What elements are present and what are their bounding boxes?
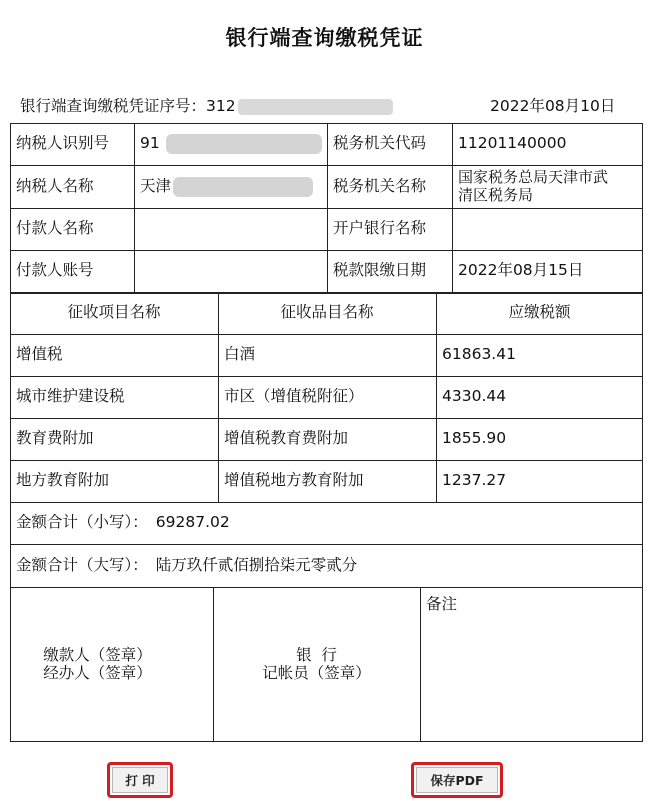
table-row-amount: 1855.90	[442, 429, 507, 448]
payer-name-value	[134, 208, 327, 250]
table-row-sub: 白酒	[224, 345, 256, 364]
bank-signature-line2: 记帐员（签章）	[262, 663, 371, 682]
serial-label: 银行端查询缴税凭证序号：	[20, 97, 207, 115]
table-row-item: 教育费附加	[16, 429, 94, 448]
total-big-label: 金额合计（大写）：	[16, 555, 148, 574]
taxpayer-name-label: 纳税人名称	[16, 176, 94, 195]
serial-prefix: 312	[206, 97, 236, 115]
payer-account-label: 付款人账号	[16, 261, 94, 280]
save-pdf-button[interactable]	[411, 762, 503, 798]
table-row-item: 增值税	[16, 345, 63, 364]
tax-office-name-value	[452, 165, 643, 208]
remarks-label: 备注	[426, 595, 458, 614]
table-row-item: 城市维护建设税	[16, 387, 125, 406]
bank-name-value	[452, 208, 643, 250]
total-small	[10, 502, 643, 544]
table-row-item: 地方教育附加	[16, 471, 110, 490]
payer-signature-line2: 经办人（签章）	[43, 663, 152, 682]
redacted-serial	[238, 99, 393, 115]
redacted-taxpayer-id	[166, 134, 322, 154]
voucher-serial	[20, 94, 393, 116]
header-sub-item-name: 征收品目名称	[280, 303, 374, 322]
taxpayer-id-label: 纳税人识别号	[16, 134, 110, 153]
table-row-sub: 增值税教育费附加	[224, 429, 349, 448]
total-big	[10, 544, 643, 587]
tax-office-code-label: 税务机关代码	[333, 134, 427, 153]
payer-signature	[10, 587, 213, 742]
voucher-date: 2022年08月10日	[490, 97, 616, 115]
table-row-amount: 4330.44	[442, 387, 507, 406]
total-small-label: 金额合计（小写）：	[16, 513, 148, 532]
tax-office-code-value: 11201140000	[458, 134, 567, 153]
table-row-amount: 1237.27	[442, 471, 507, 490]
taxpayer-id-value	[134, 123, 327, 165]
payer-account-value	[134, 250, 327, 292]
tax-office-name-line1: 国家税务总局天津市武	[458, 168, 609, 187]
bank-signature	[213, 587, 420, 742]
header-item-name: 征收项目名称	[67, 303, 161, 322]
print-button[interactable]	[107, 762, 173, 798]
payer-name-label: 付款人名称	[16, 219, 94, 238]
header-amount: 应缴税额	[508, 303, 571, 322]
print-button-label: 打 印	[112, 767, 168, 793]
table-row-sub: 市区（增值税附征）	[224, 387, 364, 406]
bank-signature-line1: 银 行	[296, 645, 337, 664]
page-title: 银行端查询缴税凭证	[225, 26, 424, 50]
due-date-label: 税款限缴日期	[333, 261, 427, 280]
taxpayer-id-prefix: 91	[140, 134, 160, 153]
payer-signature-line1: 缴款人（签章）	[43, 645, 152, 664]
due-date-value: 2022年08月15日	[458, 261, 584, 280]
table-row-amount: 61863.41	[442, 345, 516, 364]
tax-office-name-label: 税务机关名称	[333, 176, 427, 195]
taxpayer-name-prefix: 天津	[140, 176, 172, 195]
redacted-taxpayer-name	[173, 177, 313, 197]
total-big-value: 陆万玖仟贰佰捌拾柒元零贰分	[155, 555, 358, 574]
save-pdf-button-label: 保存PDF	[416, 767, 498, 793]
bank-name-label: 开户银行名称	[333, 219, 427, 238]
total-small-value: 69287.02	[155, 513, 230, 532]
taxpayer-name-value	[134, 165, 327, 208]
table-row-sub: 增值税地方教育附加	[224, 471, 364, 490]
tax-office-name-line2: 清区税务局	[458, 185, 534, 204]
